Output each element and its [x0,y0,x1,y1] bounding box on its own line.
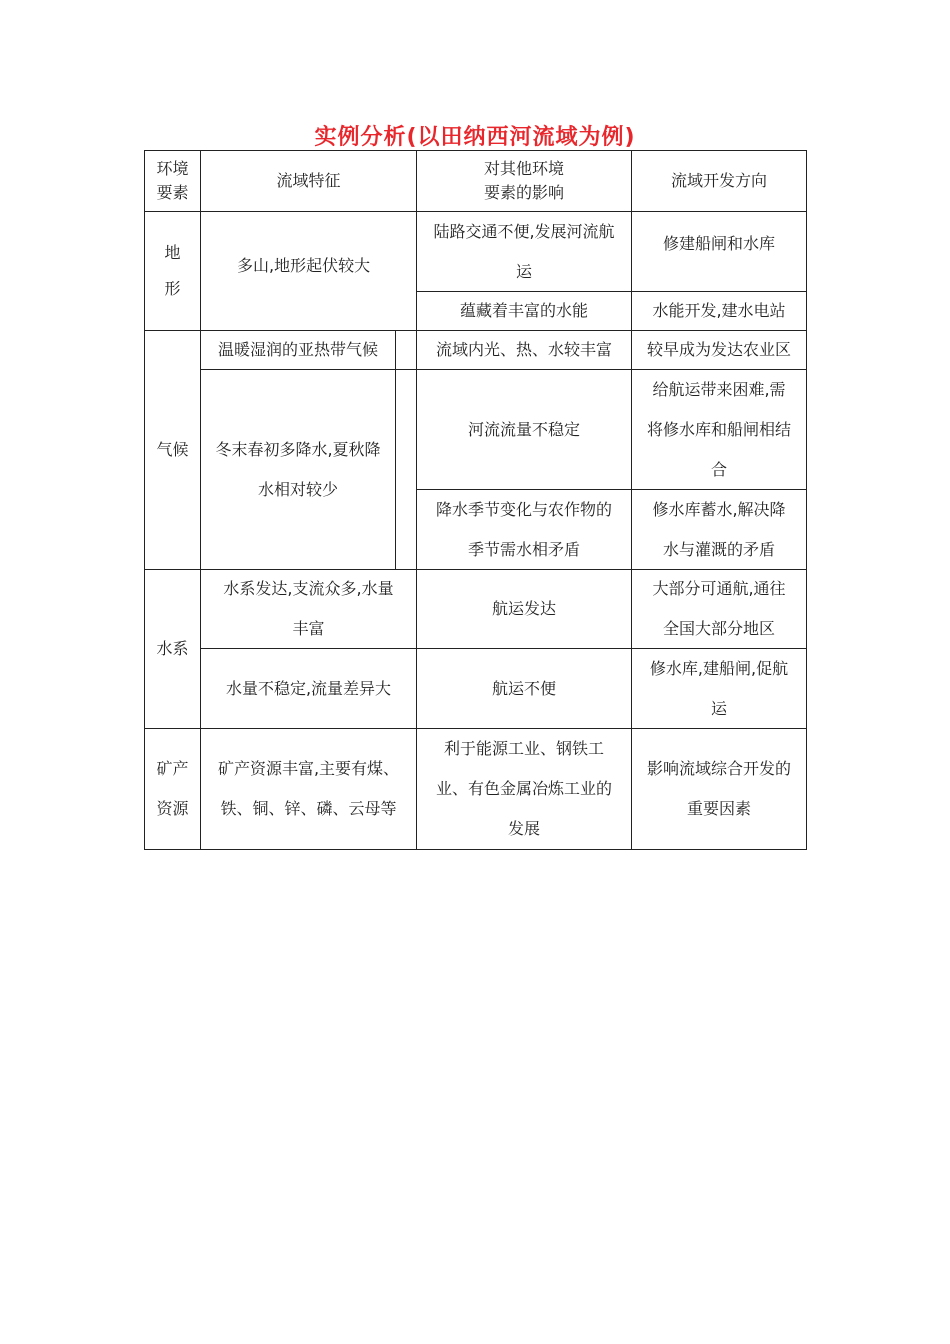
water-effect-1: 航运发达 [491,599,556,618]
climate-feature-2: 冬末春初多降水,夏秋降 水相对较少 [215,439,381,499]
water-feature-2: 水量不稳定,流量差异大 [225,678,392,698]
mineral-effect: 利于能源工业、钢铁工 业、有色金属冶炼工业的 发展 [435,739,612,838]
climate-effect-3: 降水季节变化与农作物的 季节需水相矛盾 [435,499,612,559]
header-factor: 环境 要素 [156,159,189,202]
water-feature-1: 水系发达,支流众多,水量 丰富 [223,579,394,638]
header-direction: 流域开发方向 [670,171,767,190]
header-feature: 流域特征 [276,171,341,190]
climate-factor: 气候 [156,440,189,459]
terrain-direction-2: 水能开发,建水电站 [652,301,786,320]
climate-feature-1: 温暖湿润的亚热带气候 [217,340,378,359]
water-effect-2: 航运不便 [491,678,556,698]
header-effect: 对其他环境 要素的影响 [483,159,564,202]
table-border-bottom [144,849,807,850]
table-border-right [806,150,807,850]
climate-effect-1: 流域内光、热、水较丰富 [435,340,612,359]
climate-direction-1: 较早成为发达农业区 [646,340,791,359]
climate-direction-2: 给航运带来困难,需 将修水库和船闸相结 合 [646,379,791,479]
page-title: 实例分析(以田纳西河流域为例) [314,125,636,150]
terrain-feature: 多山,地形起伏较大 [237,256,371,275]
terrain-effect-2: 蕴藏着丰富的水能 [459,301,588,320]
column-divider [395,330,396,570]
climate-direction-3: 修水库蓄水,解决降 水与灌溉的矛盾 [652,499,786,559]
mineral-factor: 矿产 资源 [156,759,189,818]
mineral-feature: 矿产资源丰富,主要有煤、 铁、铜、锌、磷、云母等 [217,759,400,818]
water-factor: 水系 [156,639,189,658]
terrain-factor: 地 形 [164,243,181,298]
terrain-direction-1: 修建船闸和水库 [662,234,775,253]
climate-effect-2: 河流流量不稳定 [467,419,580,439]
terrain-effect-1: 陆路交通不便,发展河流航 运 [433,221,615,281]
mineral-direction: 影响流域综合开发的 重要因素 [646,759,791,818]
water-direction-2: 修水库,建船闸,促航 运 [649,658,789,718]
water-direction-1: 大部分可通航,通往 全国大部分地区 [652,579,786,638]
